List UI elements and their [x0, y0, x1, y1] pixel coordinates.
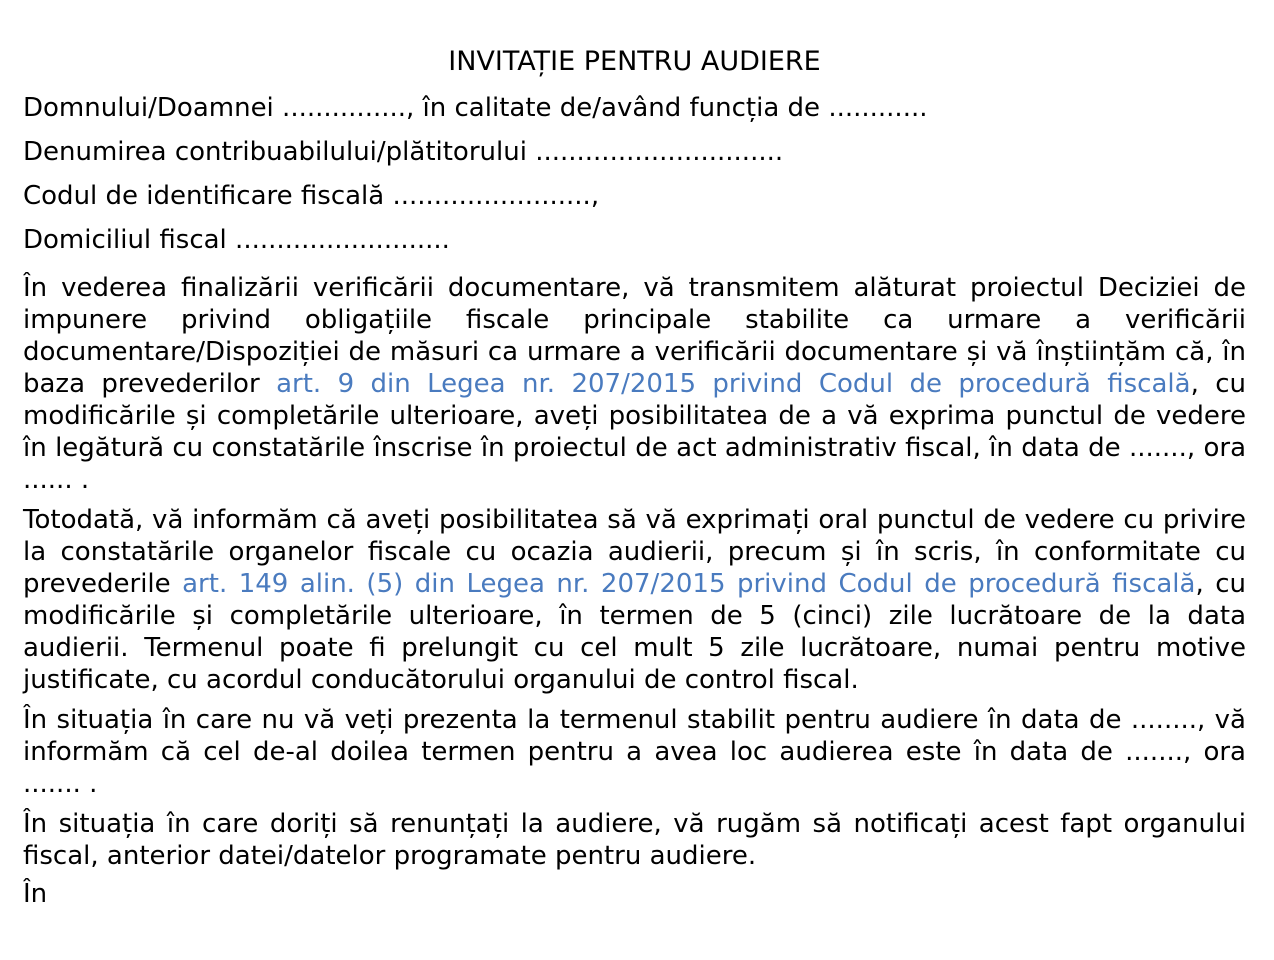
paragraph-2-text-end: , cu modificările și completările ulterioare, în termen de 5 (cinci) zile lucrătoare de la data audierii. Termenul poate fi prelungit cu cel mult 5 zile lucrătoare, numai pentru motive justificate, cu acordul conducătorului organului de control fiscal.: [23, 569, 1246, 695]
fiscal-domicile-field: Domiciliul fiscal ..........................: [23, 225, 450, 255]
paragraph-2-text-start: Totodată, vă informăm că aveți posibilitatea să vă exprimați oral punctul de vedere cu privire la constatările organelor fiscale cu ocazia audierii, precum și în scris, în conformitate cu prevederile: [23, 505, 1246, 599]
document-body: [23, 40, 1246, 910]
law-article-9-link[interactable]: art. 9 din Legea nr. 207/2015 privind Codul de procedură fiscală: [276, 369, 1191, 399]
paragraph-waive-hearing: În situația în care doriți să renunțați la audiere, vă rugăm să notificați acest fapt organului fiscal, anterior datei/datelor programate pentru audiere.: [23, 809, 1246, 871]
paragraph-cut-off: În: [23, 879, 48, 909]
document-title: INVITAȚIE PENTRU AUDIERE: [448, 46, 821, 77]
fiscal-code-field: Codul de identificare fiscală ........................,: [23, 181, 600, 211]
paragraph-1-text-end: , cu modificările și completările ulterioare, aveți posibilitatea de a vă exprima punctul de vedere în legătură cu constatările înscrise în proiectul de act administrativ fiscal, în data de ......., ora ...... .: [23, 369, 1247, 495]
paragraph-verification-notice: [23, 272, 1246, 496]
taxpayer-name-field: Denumirea contribuabilului/plătitorului ..............................: [23, 137, 784, 167]
paragraph-1-text-start: În vederea finalizării verificării documentare, vă transmitem alăturat proiectul Deciziei de impunere privind obligațiile fiscale principale stabilite ca urmare a verificării documentare/Dispoziției de măsuri ca urmare a verificării documentare și vă înștiințăm că, în baza prevederilor: [23, 273, 1246, 399]
paragraph-second-hearing-date: În situația în care nu vă veți prezenta la termenul stabilit pentru audiere în data de ........, vă informăm că cel de-al doilea termen pentru a avea loc audierea este în data de ......., ora ....... .: [23, 705, 1246, 799]
recipient-field: Domnului/Doamnei ..............., în calitate de/având funcția de ............: [23, 93, 928, 123]
paragraph-oral-written-opinion: [23, 504, 1246, 696]
law-article-149-link[interactable]: art. 149 alin. (5) din Legea nr. 207/2015 privind Codul de procedură fiscală: [182, 569, 1196, 599]
